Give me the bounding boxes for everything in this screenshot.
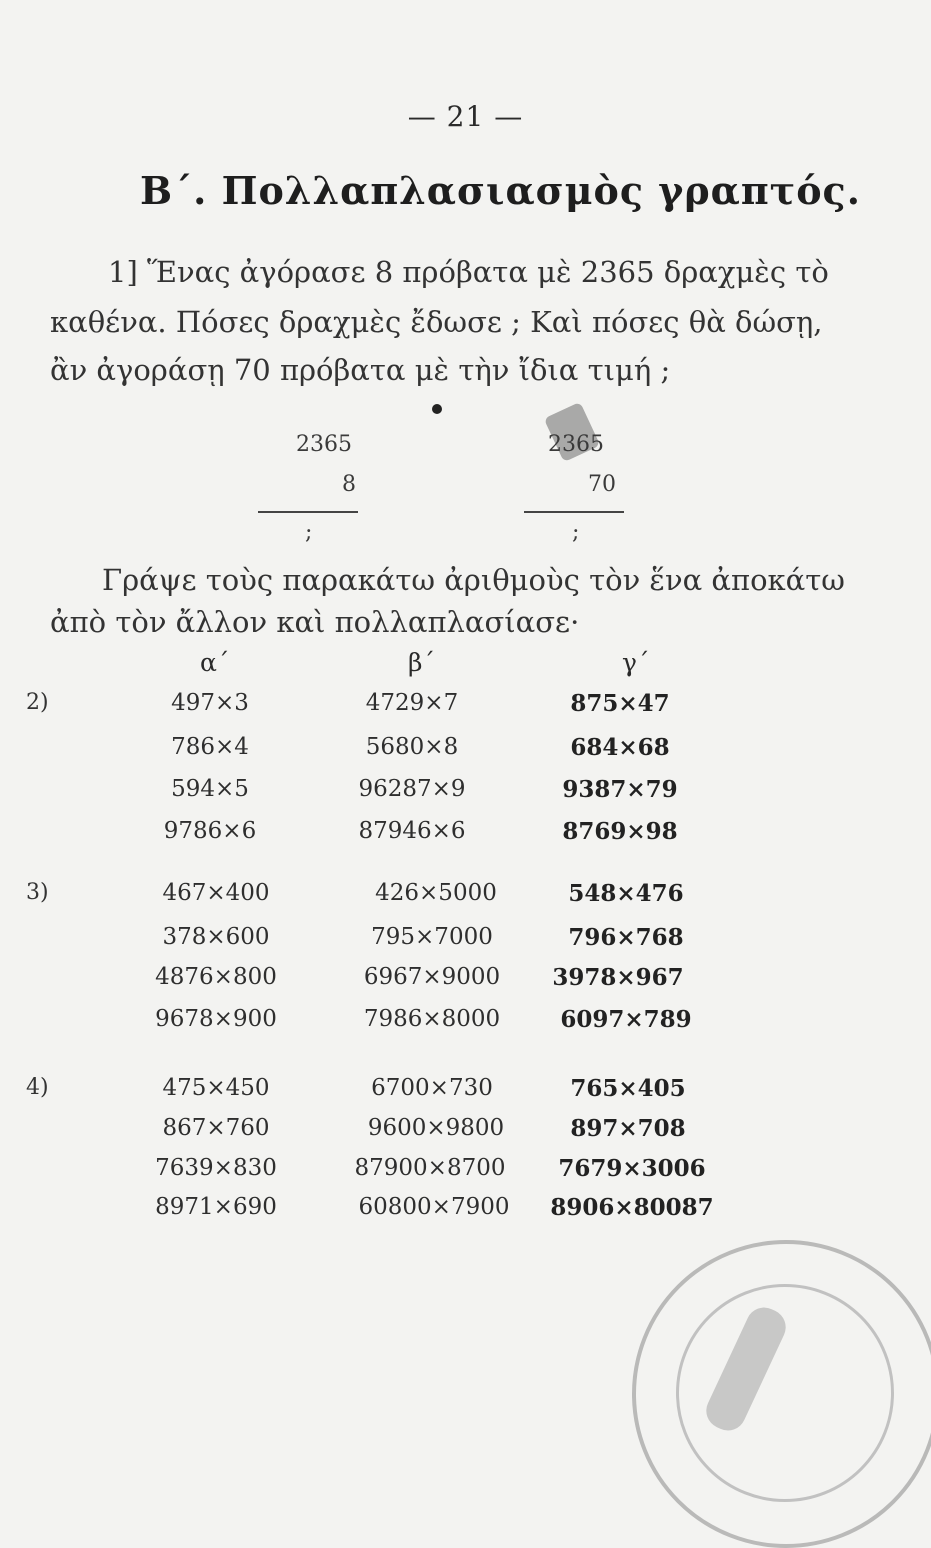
exercise-item: 87946×6 — [358, 818, 466, 844]
exercise-item: 467×400 — [162, 880, 270, 906]
exercise-item: 795×7000 — [371, 924, 493, 950]
calc-left-multiplier: 8 — [342, 472, 356, 497]
exercise-item: 9678×900 — [155, 1006, 277, 1032]
library-stamp — [632, 1240, 931, 1548]
problem-line-3: ἂν ἀγοράσῃ 70 πρόβατα μὲ τὴν ἴδια τιμή ; — [50, 353, 671, 387]
exercise-item: 7679×3006 — [558, 1155, 706, 1182]
exercise-item: 96287×9 — [358, 776, 466, 802]
exercise-item: 426×5000 — [375, 880, 497, 906]
exercise-item: 6097×789 — [560, 1006, 692, 1033]
instruction-line-2: ἀπὸ τὸν ἄλλον καὶ πολλαπλασίασε· — [50, 605, 580, 639]
exercise-label: 4) — [26, 1075, 49, 1100]
calc-right-rule — [524, 511, 624, 513]
ink-dot — [432, 404, 442, 414]
column-header-gamma: γ΄ — [622, 648, 650, 677]
exercise-item: 378×600 — [162, 924, 270, 950]
exercise-item: 4876×800 — [155, 964, 277, 990]
exercise-item: 7986×8000 — [363, 1006, 501, 1032]
exercise-item: 867×760 — [162, 1115, 270, 1141]
exercise-item: 594×5 — [171, 776, 249, 802]
calc-left-multiplicand: 2365 — [296, 432, 352, 457]
exercise-item: 3978×967 — [552, 964, 684, 991]
column-header-alpha: α΄ — [200, 648, 230, 677]
exercise-item: 8906×80087 — [550, 1194, 714, 1221]
exercise-item: 548×476 — [568, 880, 684, 907]
calc-left-result: ; — [305, 520, 313, 545]
exercise-item: 8769×98 — [562, 818, 678, 845]
exercise-item: 87900×8700 — [354, 1155, 506, 1181]
exercise-label: 3) — [26, 880, 49, 905]
problem-line-1: 1] Ἕνας ἀγόρασε 8 πρόβατα μὲ 2365 δραχμὲς τὸ — [108, 255, 829, 289]
calc-right-multiplier: 70 — [588, 472, 616, 497]
exercise-item: 684×68 — [570, 734, 670, 761]
column-header-beta: β΄ — [408, 648, 435, 677]
exercise-item: 9786×6 — [163, 818, 257, 844]
exercise-label: 2) — [26, 690, 49, 715]
calc-right-multiplicand: 2365 — [548, 432, 604, 457]
exercise-item: 786×4 — [171, 734, 249, 760]
exercise-item: 897×708 — [570, 1115, 686, 1142]
exercise-item: 6967×9000 — [363, 964, 501, 990]
calc-left-rule — [258, 511, 358, 513]
exercise-item: 765×405 — [570, 1075, 686, 1102]
exercise-item: 9600×9800 — [367, 1115, 505, 1141]
exercise-item: 497×3 — [171, 690, 249, 716]
library-stamp-inner-ring — [676, 1284, 894, 1502]
exercise-item: 475×450 — [162, 1075, 270, 1101]
exercise-item: 6700×730 — [371, 1075, 493, 1101]
exercise-item: 60800×7900 — [358, 1194, 510, 1220]
instruction-line-1: Γράψε τοὺς παρακάτω ἀριθμοὺς τὸν ἕνα ἀποκάτω — [102, 563, 845, 597]
exercise-item: 9387×79 — [562, 776, 678, 803]
problem-line-2: καθένα. Πόσες δραχμὲς ἔδωσε ; Καὶ πόσες θὰ δώσῃ, — [50, 305, 823, 339]
calc-right-result: ; — [572, 520, 580, 545]
exercise-item: 875×47 — [570, 690, 670, 717]
section-heading: Β΄. Πολλαπλασιασμὸς γραπτός. — [140, 168, 861, 213]
exercise-item: 4729×7 — [365, 690, 459, 716]
exercise-item: 8971×690 — [155, 1194, 277, 1220]
exercise-item: 5680×8 — [365, 734, 459, 760]
exercise-item: 796×768 — [568, 924, 684, 951]
exercise-item: 7639×830 — [155, 1155, 277, 1181]
page-number: — 21 — — [407, 100, 524, 133]
